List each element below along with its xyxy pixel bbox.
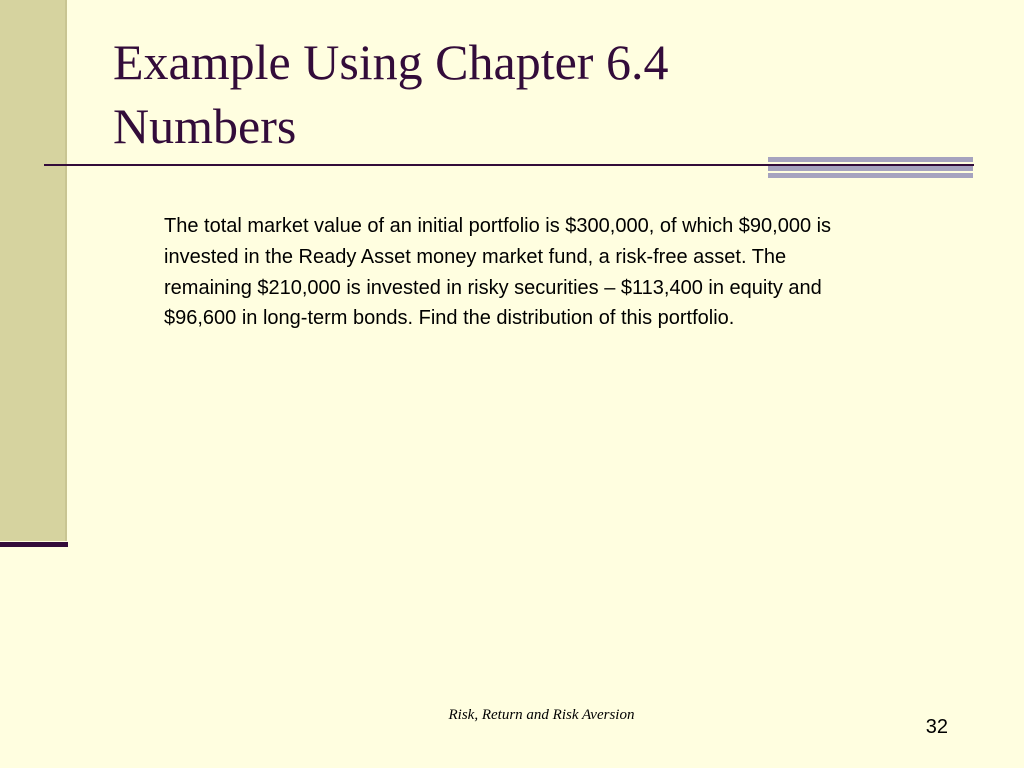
title-accent-stripes bbox=[768, 157, 973, 179]
slide-title bbox=[113, 30, 813, 158]
slide-title-line-2: Numbers bbox=[113, 98, 297, 154]
sidebar-divider bbox=[0, 542, 68, 547]
accent-stripe bbox=[768, 166, 973, 171]
slide-footer: Risk, Return and Risk Aversion bbox=[448, 707, 635, 723]
accent-stripe bbox=[768, 157, 973, 162]
slide-body-text: The total market value of an initial portfolio is $300,000, of which $90,000 is invested in the Ready Asset money market fund, a risk-free asset. The remaining $210,000 is invested in risky securities – $113,400 in equity and $96,600 in long-term bonds. Find the distribution of this portfolio. bbox=[164, 215, 832, 330]
slide-page-number: 32 bbox=[925, 716, 948, 738]
left-sidebar-band bbox=[0, 0, 67, 541]
accent-stripe bbox=[768, 173, 973, 178]
slide-title-line-1: Example Using Chapter 6.4 bbox=[113, 34, 669, 90]
